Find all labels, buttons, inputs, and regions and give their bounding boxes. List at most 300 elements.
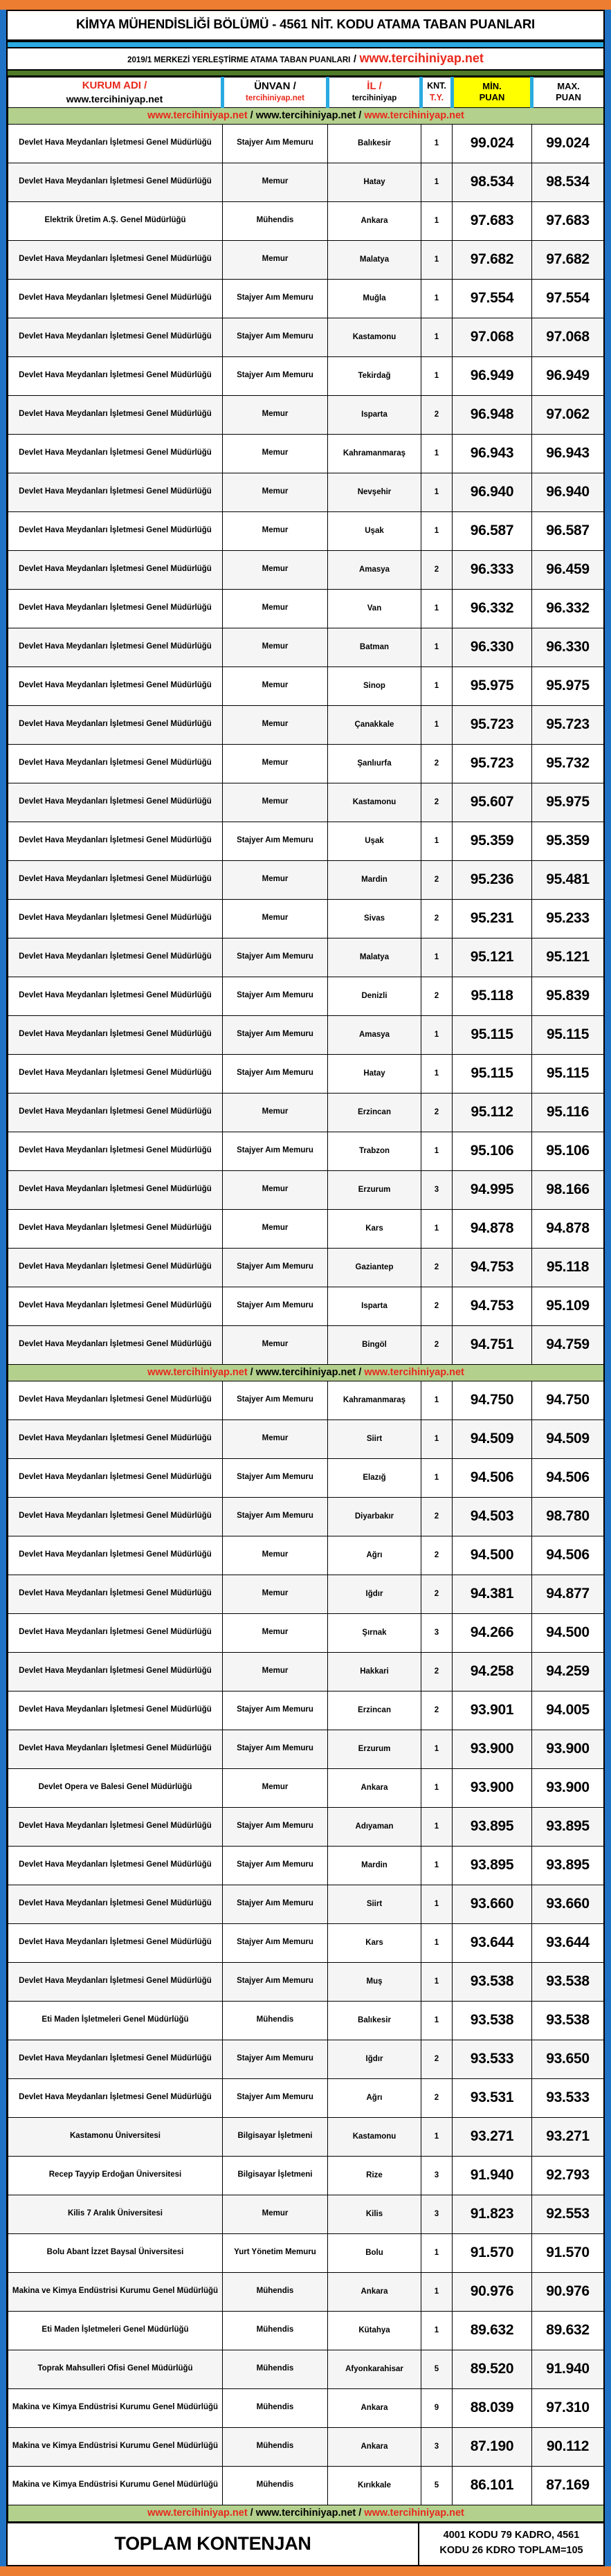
- cell-kurum-adi: Eti Maden İşletmeleri Genel Müdürlüğü: [8, 2001, 223, 2040]
- cell-unvan: Stajyer Aım Memuru: [223, 1248, 328, 1287]
- table-row[interactable]: [8, 124, 604, 163]
- table-row[interactable]: [8, 1381, 604, 1419]
- cell-unvan: Stajyer Aım Memuru: [223, 822, 328, 860]
- cell-il: Uşak: [328, 511, 421, 550]
- cell-max-puan: 95.121: [532, 938, 604, 977]
- cell-kontenjan: 1: [421, 1768, 453, 1807]
- table-row[interactable]: [8, 1807, 604, 1846]
- cell-kurum-adi: Devlet Hava Meydanları İşletmesi Genel Müdürlüğü: [8, 240, 223, 279]
- table-row[interactable]: [8, 977, 604, 1015]
- cell-min-puan: 94.506: [453, 1458, 532, 1497]
- cell-max-puan: 96.940: [532, 473, 604, 511]
- cell-il: Balıkesir: [328, 2001, 421, 2040]
- table-row[interactable]: [8, 1730, 604, 1768]
- cell-min-puan: 95.359: [453, 822, 532, 860]
- subtitle-website-link[interactable]: www.tercihiniyap.net: [359, 51, 484, 65]
- cell-min-puan: 95.231: [453, 899, 532, 938]
- table-row[interactable]: [8, 240, 604, 279]
- cell-kurum-adi: Kilis 7 Aralık Üniversitesi: [8, 2195, 223, 2233]
- cell-max-puan: 93.538: [532, 1962, 604, 2001]
- cell-il: Kahramanmaraş: [328, 434, 421, 473]
- cell-min-puan: 97.554: [453, 279, 532, 318]
- cell-max-puan: 93.644: [532, 1923, 604, 1962]
- cell-min-puan: 93.660: [453, 1885, 532, 1923]
- cell-kurum-adi: Devlet Hava Meydanları İşletmesi Genel Müdürlüğü: [8, 279, 223, 318]
- cell-kurum-adi: Toprak Mahsulleri Ofisi Genel Müdürlüğü: [8, 2350, 223, 2388]
- table-row[interactable]: [8, 1248, 604, 1287]
- cell-unvan: Memur: [223, 1093, 328, 1132]
- cell-max-puan: 95.359: [532, 822, 604, 860]
- table-row[interactable]: [8, 511, 604, 550]
- cell-unvan: Stajyer Aım Memuru: [223, 2040, 328, 2078]
- cell-unvan: Stajyer Aım Memuru: [223, 1458, 328, 1497]
- cell-min-puan: 94.995: [453, 1170, 532, 1209]
- cell-min-puan: 88.039: [453, 2388, 532, 2427]
- cell-kontenjan: 5: [421, 2350, 453, 2388]
- table-row[interactable]: [8, 899, 604, 938]
- cell-unvan: Stajyer Aım Memuru: [223, 356, 328, 395]
- cell-max-puan: 94.509: [532, 1419, 604, 1458]
- cell-unvan: Memur: [223, 1170, 328, 1209]
- cell-kontenjan: 1: [421, 822, 453, 860]
- cell-max-puan: 94.506: [532, 1458, 604, 1497]
- promo-link-2[interactable]: www.tercihiniyap.net: [255, 2507, 356, 2519]
- cell-kontenjan: 1: [421, 1015, 453, 1054]
- title-block: [8, 11, 603, 41]
- cell-il: Amasya: [328, 550, 421, 589]
- cell-max-puan: 94.878: [532, 1209, 604, 1248]
- cell-unvan: Yurt Yönetim Memuru: [223, 2233, 328, 2272]
- cell-kontenjan: 1: [421, 1807, 453, 1846]
- table-row[interactable]: [8, 1613, 604, 1652]
- cell-kontenjan: 1: [421, 1419, 453, 1458]
- cell-il: Isparta: [328, 395, 421, 434]
- cell-max-puan: 97.683: [532, 201, 604, 240]
- cell-il: Afyonkarahisar: [328, 2350, 421, 2388]
- cell-kurum-adi: Recep Tayyip Erdoğan Üniversitesi: [8, 2156, 223, 2195]
- table-row[interactable]: [8, 666, 604, 705]
- cell-kontenjan: 2: [421, 395, 453, 434]
- cell-il: Malatya: [328, 240, 421, 279]
- table-row[interactable]: [8, 2156, 604, 2195]
- cell-il: Rize: [328, 2156, 421, 2195]
- cell-unvan: Memur: [223, 511, 328, 550]
- cell-kurum-adi: Devlet Hava Meydanları İşletmesi Genel Müdürlüğü: [8, 1730, 223, 1768]
- cell-min-puan: 94.500: [453, 1536, 532, 1575]
- cell-max-puan: 90.976: [532, 2272, 604, 2311]
- cell-max-puan: 98.166: [532, 1170, 604, 1209]
- cell-unvan: Memur: [223, 473, 328, 511]
- promo-separator-2: /: [356, 2507, 365, 2519]
- cell-min-puan: 94.751: [453, 1325, 532, 1364]
- cell-max-puan: 94.005: [532, 1691, 604, 1730]
- table-row[interactable]: [8, 163, 604, 201]
- table-row[interactable]: [8, 1419, 604, 1458]
- cell-max-puan: 94.750: [532, 1381, 604, 1419]
- table-row[interactable]: [8, 744, 604, 783]
- cell-il: Iğdır: [328, 2040, 421, 2078]
- cell-unvan: Mühendis: [223, 2001, 328, 2040]
- table-row[interactable]: [8, 2311, 604, 2350]
- table-row[interactable]: [8, 589, 604, 628]
- cell-min-puan: 96.949: [453, 356, 532, 395]
- cell-il: Trabzon: [328, 1132, 421, 1170]
- cell-kontenjan: 2: [421, 860, 453, 899]
- cell-max-puan: 95.106: [532, 1132, 604, 1170]
- cell-unvan: Stajyer Aım Memuru: [223, 2078, 328, 2117]
- cell-min-puan: 94.258: [453, 1652, 532, 1691]
- cell-il: Erzincan: [328, 1691, 421, 1730]
- cell-kurum-adi: Devlet Hava Meydanları İşletmesi Genel Müdürlüğü: [8, 550, 223, 589]
- cell-min-puan: 89.520: [453, 2350, 532, 2388]
- promo-band-cell: [8, 2505, 604, 2521]
- table-row[interactable]: [8, 1325, 604, 1364]
- cell-min-puan: 93.900: [453, 1768, 532, 1807]
- cell-il: Van: [328, 589, 421, 628]
- promo-separator-1: /: [247, 1366, 256, 1378]
- cell-unvan: Memur: [223, 705, 328, 744]
- kurum-header-line2: www.tercihiniyap.net: [66, 93, 163, 105]
- cell-unvan: Memur: [223, 1209, 328, 1248]
- cell-kurum-adi: Devlet Hava Meydanları İşletmesi Genel Müdürlüğü: [8, 1885, 223, 1923]
- cell-kurum-adi: Devlet Hava Meydanları İşletmesi Genel Müdürlüğü: [8, 1248, 223, 1287]
- cell-kurum-adi: Devlet Hava Meydanları İşletmesi Genel Müdürlüğü: [8, 2078, 223, 2117]
- cell-kontenjan: 1: [421, 1054, 453, 1093]
- cell-kontenjan: 2: [421, 550, 453, 589]
- cell-max-puan: 95.116: [532, 1093, 604, 1132]
- cell-kontenjan: 3: [421, 2156, 453, 2195]
- table-row[interactable]: [8, 2233, 604, 2272]
- cell-kurum-adi: Devlet Hava Meydanları İşletmesi Genel Müdürlüğü: [8, 628, 223, 666]
- promo-band-row: [8, 2505, 604, 2521]
- cell-unvan: Stajyer Aım Memuru: [223, 1962, 328, 2001]
- table-header: [8, 77, 604, 107]
- table-row[interactable]: [8, 860, 604, 899]
- subtitle-row: [8, 48, 603, 71]
- promo-link-2[interactable]: www.tercihiniyap.net: [255, 109, 356, 121]
- cell-kontenjan: 1: [421, 1209, 453, 1248]
- cell-max-puan: 96.332: [532, 589, 604, 628]
- table-row[interactable]: [8, 1536, 604, 1575]
- cell-min-puan: 86.101: [453, 2466, 532, 2505]
- table-row[interactable]: [8, 938, 604, 977]
- cell-kurum-adi: Devlet Hava Meydanları İşletmesi Genel Müdürlüğü: [8, 318, 223, 356]
- table-row[interactable]: [8, 279, 604, 318]
- cell-kontenjan: 1: [421, 240, 453, 279]
- cell-kurum-adi: Devlet Hava Meydanları İşletmesi Genel Müdürlüğü: [8, 1419, 223, 1458]
- cell-il: Bingöl: [328, 1325, 421, 1364]
- cell-unvan: Stajyer Aım Memuru: [223, 1885, 328, 1923]
- cell-kontenjan: 2: [421, 1536, 453, 1575]
- cell-unvan: Memur: [223, 899, 328, 938]
- cell-kurum-adi: Devlet Hava Meydanları İşletmesi Genel Müdürlüğü: [8, 2040, 223, 2078]
- promo-link-2[interactable]: www.tercihiniyap.net: [255, 1366, 356, 1378]
- table-row[interactable]: [8, 2388, 604, 2427]
- cell-unvan: Stajyer Aım Memuru: [223, 1287, 328, 1325]
- table-row[interactable]: [8, 1287, 604, 1325]
- cell-unvan: Mühendis: [223, 2311, 328, 2350]
- promo-link-1[interactable]: www.tercihiniyap.net: [147, 109, 248, 121]
- cell-max-puan: 93.650: [532, 2040, 604, 2078]
- cell-kurum-adi: Devlet Hava Meydanları İşletmesi Genel Müdürlüğü: [8, 356, 223, 395]
- table-row[interactable]: [8, 550, 604, 589]
- cell-min-puan: 93.901: [453, 1691, 532, 1730]
- green-divider-bar: [8, 71, 603, 77]
- promo-link-3[interactable]: www.tercihiniyap.net: [364, 1366, 464, 1378]
- table-row[interactable]: [8, 1691, 604, 1730]
- cell-max-puan: 96.943: [532, 434, 604, 473]
- cell-max-puan: 93.900: [532, 1730, 604, 1768]
- knt-header-line1: KNT.: [427, 81, 446, 91]
- table-row[interactable]: [8, 2078, 604, 2117]
- cell-kontenjan: 1: [421, 356, 453, 395]
- table-row[interactable]: [8, 395, 604, 434]
- cell-kontenjan: 1: [421, 1132, 453, 1170]
- cell-kurum-adi: Makina ve Kimya Endüstrisi Kurumu Genel Müdürlüğü: [8, 2427, 223, 2466]
- cell-kurum-adi: Devlet Hava Meydanları İşletmesi Genel Müdürlüğü: [8, 1325, 223, 1364]
- column-header-min-puan: [453, 77, 532, 107]
- table-row[interactable]: [8, 1093, 604, 1132]
- cell-unvan: Stajyer Aım Memuru: [223, 1846, 328, 1885]
- cell-unvan: Memur: [223, 860, 328, 899]
- cell-il: Kilis: [328, 2195, 421, 2233]
- cell-unvan: Mühendis: [223, 2466, 328, 2505]
- cell-max-puan: 97.068: [532, 318, 604, 356]
- table-row[interactable]: [8, 2001, 604, 2040]
- table-row[interactable]: [8, 356, 604, 395]
- cell-max-puan: 91.940: [532, 2350, 604, 2388]
- cell-kurum-adi: Devlet Hava Meydanları İşletmesi Genel Müdürlüğü: [8, 1015, 223, 1054]
- cell-kurum-adi: Devlet Opera ve Balesi Genel Müdürlüğü: [8, 1768, 223, 1807]
- cell-kontenjan: 3: [421, 2427, 453, 2466]
- promo-link-3[interactable]: www.tercihiniyap.net: [364, 109, 464, 121]
- cell-il: Balıkesir: [328, 124, 421, 163]
- cell-min-puan: 97.683: [453, 201, 532, 240]
- table-row[interactable]: [8, 822, 604, 860]
- il-header-line1: İL /: [367, 80, 382, 93]
- cell-min-puan: 96.587: [453, 511, 532, 550]
- cell-unvan: Memur: [223, 240, 328, 279]
- cell-max-puan: 92.793: [532, 2156, 604, 2195]
- cell-unvan: Memur: [223, 628, 328, 666]
- cell-unvan: Stajyer Aım Memuru: [223, 1015, 328, 1054]
- cell-kontenjan: 1: [421, 511, 453, 550]
- cell-il: Kütahya: [328, 2311, 421, 2350]
- cell-kurum-adi: Devlet Hava Meydanları İşletmesi Genel Müdürlüğü: [8, 1287, 223, 1325]
- cell-unvan: Stajyer Aım Memuru: [223, 1497, 328, 1536]
- cell-min-puan: 93.895: [453, 1846, 532, 1885]
- cell-max-puan: 93.533: [532, 2078, 604, 2117]
- promo-separator-1: /: [247, 109, 256, 121]
- cell-il: Sinop: [328, 666, 421, 705]
- cell-max-puan: 96.587: [532, 511, 604, 550]
- cell-unvan: Memur: [223, 783, 328, 822]
- cell-max-puan: 92.553: [532, 2195, 604, 2233]
- cell-kontenjan: 1: [421, 2272, 453, 2311]
- cell-il: Ankara: [328, 2388, 421, 2427]
- cell-min-puan: 91.940: [453, 2156, 532, 2195]
- cell-il: Gaziantep: [328, 1248, 421, 1287]
- cell-kontenjan: 1: [421, 1885, 453, 1923]
- promo-link-1[interactable]: www.tercihiniyap.net: [147, 2507, 248, 2519]
- cell-unvan: Memur: [223, 1575, 328, 1613]
- table-row[interactable]: [8, 201, 604, 240]
- cell-kontenjan: 1: [421, 318, 453, 356]
- cyan-divider-bar: [8, 41, 603, 48]
- cell-max-puan: 97.310: [532, 2388, 604, 2427]
- blue-page-frame: [0, 10, 611, 2566]
- cell-min-puan: 95.723: [453, 705, 532, 744]
- cell-kurum-adi: Devlet Hava Meydanları İşletmesi Genel Müdürlüğü: [8, 1652, 223, 1691]
- cell-kontenjan: 1: [421, 589, 453, 628]
- table-row[interactable]: [8, 434, 604, 473]
- cell-max-puan: 87.169: [532, 2466, 604, 2505]
- cell-min-puan: 95.121: [453, 938, 532, 977]
- table-row[interactable]: [8, 1170, 604, 1209]
- table-row[interactable]: [8, 1132, 604, 1170]
- cell-max-puan: 93.900: [532, 1768, 604, 1807]
- table-row[interactable]: [8, 1962, 604, 2001]
- cell-kontenjan: 1: [421, 2117, 453, 2156]
- min-header-line2: PUAN: [479, 92, 505, 103]
- unvan-header-line1: ÜNVAN /: [254, 80, 296, 93]
- cell-kurum-adi: Devlet Hava Meydanları İşletmesi Genel Müdürlüğü: [8, 395, 223, 434]
- cell-unvan: Mühendis: [223, 201, 328, 240]
- cell-kurum-adi: Devlet Hava Meydanları İşletmesi Genel Müdürlüğü: [8, 1170, 223, 1209]
- cell-unvan: Memur: [223, 550, 328, 589]
- cell-kontenjan: 1: [421, 1923, 453, 1962]
- cell-max-puan: 95.975: [532, 783, 604, 822]
- promo-link-3[interactable]: www.tercihiniyap.net: [364, 2507, 464, 2519]
- cell-max-puan: 95.115: [532, 1015, 604, 1054]
- table-row[interactable]: [8, 2195, 604, 2233]
- cell-unvan: Mühendis: [223, 2272, 328, 2311]
- table-row[interactable]: [8, 1652, 604, 1691]
- cell-min-puan: 90.976: [453, 2272, 532, 2311]
- table-row[interactable]: [8, 2427, 604, 2466]
- cell-kurum-adi: Devlet Hava Meydanları İşletmesi Genel Müdürlüğü: [8, 1846, 223, 1885]
- cell-il: Hatay: [328, 163, 421, 201]
- cell-kontenjan: 1: [421, 1458, 453, 1497]
- footer-total-row: [8, 2522, 603, 2565]
- cell-kontenjan: 2: [421, 1287, 453, 1325]
- promo-band-cell: [8, 1364, 604, 1381]
- table-row[interactable]: [8, 1575, 604, 1613]
- cell-max-puan: 95.723: [532, 705, 604, 744]
- cell-min-puan: 93.538: [453, 1962, 532, 2001]
- table-row[interactable]: [8, 1768, 604, 1807]
- cell-kontenjan: 1: [421, 705, 453, 744]
- cell-kontenjan: 9: [421, 2388, 453, 2427]
- table-row[interactable]: [8, 473, 604, 511]
- cell-kontenjan: 5: [421, 2466, 453, 2505]
- cell-unvan: Memur: [223, 744, 328, 783]
- table-row[interactable]: [8, 705, 604, 744]
- cell-il: Ankara: [328, 2427, 421, 2466]
- table-row[interactable]: [8, 1846, 604, 1885]
- cell-il: Ağrı: [328, 1536, 421, 1575]
- cell-min-puan: 93.271: [453, 2117, 532, 2156]
- cell-il: Hatay: [328, 1054, 421, 1093]
- cell-il: Adıyaman: [328, 1807, 421, 1846]
- table-row[interactable]: [8, 1054, 604, 1093]
- cell-unvan: Memur: [223, 1652, 328, 1691]
- cell-max-puan: 93.660: [532, 1885, 604, 1923]
- cell-kontenjan: 3: [421, 2195, 453, 2233]
- cell-min-puan: 98.534: [453, 163, 532, 201]
- table-row[interactable]: [8, 1209, 604, 1248]
- cell-kontenjan: 2: [421, 1325, 453, 1364]
- cell-kurum-adi: Devlet Hava Meydanları İşletmesi Genel Müdürlüğü: [8, 860, 223, 899]
- cell-max-puan: 95.975: [532, 666, 604, 705]
- cell-kontenjan: 2: [421, 783, 453, 822]
- cell-kurum-adi: Devlet Hava Meydanları İşletmesi Genel Müdürlüğü: [8, 938, 223, 977]
- min-header-line1: MİN.: [482, 81, 502, 92]
- cell-kurum-adi: Devlet Hava Meydanları İşletmesi Genel Müdürlüğü: [8, 1575, 223, 1613]
- cell-il: Muş: [328, 1962, 421, 2001]
- cell-unvan: Stajyer Aım Memuru: [223, 124, 328, 163]
- cell-max-puan: 96.330: [532, 628, 604, 666]
- cell-kurum-adi: Devlet Hava Meydanları İşletmesi Genel Müdürlüğü: [8, 899, 223, 938]
- cell-il: Kars: [328, 1209, 421, 1248]
- cell-kurum-adi: Devlet Hava Meydanları İşletmesi Genel Müdürlüğü: [8, 822, 223, 860]
- cell-max-puan: 95.732: [532, 744, 604, 783]
- table-row[interactable]: [8, 2117, 604, 2156]
- cell-min-puan: 95.723: [453, 744, 532, 783]
- subtitle-separator: /: [353, 53, 357, 65]
- cell-max-puan: 93.538: [532, 2001, 604, 2040]
- cell-max-puan: 95.233: [532, 899, 604, 938]
- column-header-kurum: [8, 77, 223, 107]
- cell-unvan: Stajyer Aım Memuru: [223, 1691, 328, 1730]
- cell-il: Erzurum: [328, 1730, 421, 1768]
- table-row[interactable]: [8, 1497, 604, 1536]
- cell-min-puan: 95.975: [453, 666, 532, 705]
- cell-il: Mardin: [328, 860, 421, 899]
- cell-unvan: Bilgisayar İşletmeni: [223, 2117, 328, 2156]
- cell-kontenjan: 1: [421, 1381, 453, 1419]
- table-row[interactable]: [8, 2272, 604, 2311]
- table-row[interactable]: [8, 318, 604, 356]
- promo-link-1[interactable]: www.tercihiniyap.net: [147, 1366, 248, 1378]
- total-quota-line1: 4001 KODU 79 KADRO, 4561: [443, 2529, 580, 2541]
- cell-max-puan: 95.115: [532, 1054, 604, 1093]
- cell-min-puan: 97.682: [453, 240, 532, 279]
- table-row[interactable]: [8, 1885, 604, 1923]
- cell-max-puan: 89.632: [532, 2311, 604, 2350]
- cell-min-puan: 97.068: [453, 318, 532, 356]
- table-row[interactable]: [8, 1458, 604, 1497]
- table-row[interactable]: [8, 2350, 604, 2388]
- table-row[interactable]: [8, 2040, 604, 2078]
- cell-il: Ankara: [328, 201, 421, 240]
- cell-min-puan: 95.115: [453, 1054, 532, 1093]
- table-row[interactable]: [8, 2466, 604, 2505]
- table-row[interactable]: [8, 783, 604, 822]
- cell-kurum-adi: Devlet Hava Meydanları İşletmesi Genel Müdürlüğü: [8, 473, 223, 511]
- cell-il: Siirt: [328, 1885, 421, 1923]
- cell-kurum-adi: Devlet Hava Meydanları İşletmesi Genel Müdürlüğü: [8, 511, 223, 550]
- cell-min-puan: 96.330: [453, 628, 532, 666]
- table-row[interactable]: [8, 628, 604, 666]
- table-row[interactable]: [8, 1015, 604, 1054]
- promo-band-cell: [8, 107, 604, 124]
- table-row[interactable]: [8, 1923, 604, 1962]
- cell-min-puan: 93.644: [453, 1923, 532, 1962]
- cell-min-puan: 89.632: [453, 2311, 532, 2350]
- cell-unvan: Mühendis: [223, 2350, 328, 2388]
- cell-min-puan: 95.236: [453, 860, 532, 899]
